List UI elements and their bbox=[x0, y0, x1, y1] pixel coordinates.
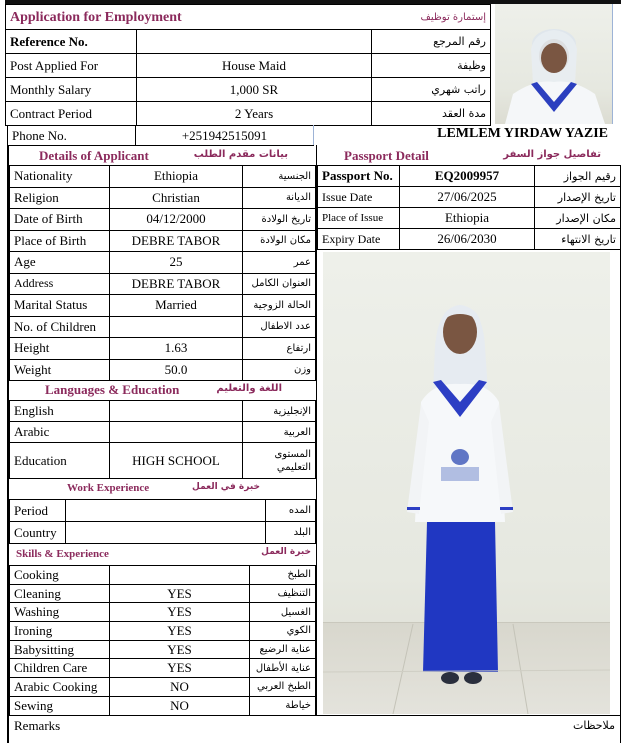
label-en: Issue Date bbox=[318, 187, 400, 208]
value: 04/12/2000 bbox=[110, 209, 243, 231]
details-title-en: Details of Applicant bbox=[39, 148, 149, 163]
value: YES bbox=[110, 622, 250, 641]
work-title-en: Work Experience bbox=[67, 482, 150, 494]
header-title-cell bbox=[6, 5, 491, 30]
header-title-ar: إستمارة توظيف bbox=[420, 11, 486, 23]
label-ar: الغسيل bbox=[250, 603, 316, 622]
label-en: Cooking bbox=[10, 566, 110, 585]
value-salary: 1,000 SR bbox=[137, 78, 372, 102]
label-en: Address bbox=[10, 273, 110, 295]
value: YES bbox=[110, 640, 250, 659]
label-en: Monthly Salary bbox=[6, 78, 137, 102]
value: NO bbox=[110, 696, 250, 715]
label-en: Marital Status bbox=[10, 295, 110, 317]
label-ar: التنظيف bbox=[250, 584, 316, 603]
value bbox=[110, 566, 250, 585]
passport-row bbox=[318, 187, 621, 208]
label-en: Passport No. bbox=[318, 166, 400, 187]
label-en: No. of Children bbox=[10, 316, 110, 338]
languages-table bbox=[9, 400, 316, 479]
label-en: Place of Issue bbox=[318, 208, 400, 229]
passport-title-row bbox=[318, 146, 621, 166]
label-en: Expiry Date bbox=[318, 229, 400, 250]
detail-row bbox=[10, 187, 316, 209]
label-en: Children Care bbox=[10, 659, 110, 678]
label-en: Washing bbox=[10, 603, 110, 622]
value: DEBRE TABOR bbox=[110, 230, 243, 252]
language-row bbox=[10, 443, 316, 479]
skill-row bbox=[10, 678, 316, 697]
detail-row bbox=[10, 230, 316, 252]
label-en: Period bbox=[10, 500, 66, 522]
detail-row bbox=[10, 209, 316, 231]
value bbox=[110, 316, 243, 338]
value bbox=[66, 500, 266, 522]
label-en: English bbox=[10, 401, 110, 422]
label-en: Religion bbox=[10, 187, 110, 209]
skill-row bbox=[10, 696, 316, 715]
detail-row bbox=[10, 295, 316, 317]
detail-row bbox=[10, 359, 316, 381]
languages-title-en: Languages & Education bbox=[45, 382, 180, 397]
label-en: Date of Birth bbox=[10, 209, 110, 231]
detail-row bbox=[10, 273, 316, 295]
label-ar: تاريخ الانتهاء bbox=[535, 229, 621, 250]
label-en: Babysitting bbox=[10, 640, 110, 659]
passport-row bbox=[318, 229, 621, 250]
value bbox=[66, 522, 266, 544]
language-row bbox=[10, 422, 316, 443]
full-body-figure-icon bbox=[323, 252, 610, 714]
work-title-ar: خبرة في العمل bbox=[192, 482, 260, 492]
value: Ethiopia bbox=[110, 166, 243, 188]
label-ar: مكان الإصدار bbox=[535, 208, 621, 229]
applicant-name: LEMLEM YIRDAW YAZIE bbox=[437, 126, 608, 141]
value-reference bbox=[137, 30, 372, 54]
language-row bbox=[10, 401, 316, 422]
skill-row bbox=[10, 603, 316, 622]
label-ar: المده bbox=[266, 500, 316, 522]
label-ar: العنوان الكامل bbox=[243, 273, 316, 295]
label-en: Post Applied For bbox=[6, 54, 137, 78]
label-ar: عناية الأطفال bbox=[250, 659, 316, 678]
remarks-top-line bbox=[7, 715, 621, 716]
label-ar: الجنسية bbox=[243, 166, 316, 188]
value: Christian bbox=[110, 187, 243, 209]
label-ar: الديانة bbox=[243, 187, 316, 209]
label-ar: عناية الرضيع bbox=[250, 640, 316, 659]
value: NO bbox=[110, 678, 250, 697]
remarks-label-ar: ملاحظات bbox=[573, 719, 615, 732]
detail-row bbox=[10, 252, 316, 274]
label-ar: الإنجليزية bbox=[243, 401, 316, 422]
label-ar: عمر bbox=[243, 252, 316, 274]
label-ar: الطبخ العربي bbox=[250, 678, 316, 697]
value bbox=[110, 422, 243, 443]
label-ar: تاريخ الإصدار bbox=[535, 187, 621, 208]
label-en: Height bbox=[10, 338, 110, 360]
label-en: Nationality bbox=[10, 166, 110, 188]
value: YES bbox=[110, 603, 250, 622]
label-ar: رقيم الجواز bbox=[535, 166, 621, 187]
phone-value: +251942515091 bbox=[136, 126, 314, 146]
remarks-right-line bbox=[620, 715, 621, 743]
label-ar: عدد الاطفال bbox=[243, 316, 316, 338]
label-ar: العربية bbox=[243, 422, 316, 443]
work-title-row bbox=[9, 479, 316, 499]
value: HIGH SCHOOL bbox=[110, 443, 243, 479]
label-ar: الحالة الزوجية bbox=[243, 295, 316, 317]
label-en: Education bbox=[10, 443, 110, 479]
value: YES bbox=[110, 584, 250, 603]
value: 1.63 bbox=[110, 338, 243, 360]
value-expiry-date: 26/06/2030 bbox=[400, 229, 535, 250]
label-ar: وزن bbox=[243, 359, 316, 381]
work-table bbox=[9, 499, 316, 544]
label-ar: الطبخ bbox=[250, 566, 316, 585]
label-en: Country bbox=[10, 522, 66, 544]
label-en: Age bbox=[10, 252, 110, 274]
detail-row bbox=[10, 166, 316, 188]
label-en: Arabic Cooking bbox=[10, 678, 110, 697]
value-contract: 2 Years bbox=[137, 102, 372, 126]
row-reference bbox=[6, 30, 491, 54]
label-ar: راتب شهري bbox=[372, 78, 491, 102]
label-en: Place of Birth bbox=[10, 230, 110, 252]
work-row bbox=[10, 500, 316, 522]
value-passport-no: EQ2009957 bbox=[400, 166, 535, 187]
full-body-photo bbox=[323, 252, 610, 714]
right-frame-line bbox=[620, 250, 621, 715]
skill-row bbox=[10, 584, 316, 603]
skill-row bbox=[10, 566, 316, 585]
skills-title-ar: خبرة العمل bbox=[261, 547, 311, 557]
value-post: House Maid bbox=[137, 54, 372, 78]
value: Married bbox=[110, 295, 243, 317]
label-ar: ارتفاع bbox=[243, 338, 316, 360]
label-ar: البلد bbox=[266, 522, 316, 544]
remarks-label-en: Remarks bbox=[14, 718, 61, 733]
value bbox=[110, 401, 243, 422]
skill-row bbox=[10, 622, 316, 641]
detail-row bbox=[10, 338, 316, 360]
work-row bbox=[10, 522, 316, 544]
value: YES bbox=[110, 659, 250, 678]
languages-title-row bbox=[9, 380, 316, 400]
details-title-ar: بيانات مقدم الطلب bbox=[193, 149, 288, 160]
skill-row bbox=[10, 640, 316, 659]
phone-label: Phone No. bbox=[8, 126, 136, 146]
label-en: Weight bbox=[10, 359, 110, 381]
remarks-left-line bbox=[7, 715, 9, 743]
label-ar: مدة العقد bbox=[372, 102, 491, 126]
label-ar: تاريخ الولادة bbox=[243, 209, 316, 231]
label-ar: رقم المرجع bbox=[372, 30, 491, 54]
header-title-en: Application for Employment bbox=[10, 9, 182, 25]
value: 25 bbox=[110, 252, 243, 274]
passport-row bbox=[318, 208, 621, 229]
label-ar: الكوي bbox=[250, 622, 316, 641]
label-ar: مكان الولادة bbox=[243, 230, 316, 252]
passport-title-en: Passport Detail bbox=[344, 148, 429, 163]
languages-title-ar: اللغة والتعليم bbox=[216, 383, 282, 394]
row-post bbox=[6, 54, 491, 78]
label-ar: وظيفة bbox=[372, 54, 491, 78]
passport-row bbox=[318, 166, 621, 187]
phone-table bbox=[7, 125, 314, 146]
label-en: Contract Period bbox=[6, 102, 137, 126]
value: 50.0 bbox=[110, 359, 243, 381]
label-en: Arabic bbox=[10, 422, 110, 443]
label-en: Ironing bbox=[10, 622, 110, 641]
passport-table bbox=[317, 165, 621, 250]
row-salary bbox=[6, 78, 491, 102]
detail-row bbox=[10, 316, 316, 338]
label-ar: خياطة bbox=[250, 696, 316, 715]
skills-title-row bbox=[9, 544, 316, 565]
skill-row bbox=[10, 659, 316, 678]
label-en: Sewing bbox=[10, 696, 110, 715]
portrait-figure-icon bbox=[495, 4, 613, 124]
value-place-of-issue: Ethiopia bbox=[400, 208, 535, 229]
label-en: Reference No. bbox=[6, 30, 137, 54]
portrait-photo bbox=[495, 4, 613, 124]
value-issue-date: 27/06/2025 bbox=[400, 187, 535, 208]
value: DEBRE TABOR bbox=[110, 273, 243, 295]
label-en: Cleaning bbox=[10, 584, 110, 603]
skills-title-en: Skills & Experience bbox=[16, 548, 109, 560]
skills-table bbox=[9, 565, 316, 716]
label-ar: المستوى التعليمي bbox=[243, 443, 316, 479]
details-title-row bbox=[9, 146, 316, 166]
passport-title-ar: تفاصيل جواز السفر bbox=[503, 149, 601, 160]
row-contract bbox=[6, 102, 491, 126]
details-table bbox=[9, 165, 316, 381]
header-table bbox=[5, 4, 491, 126]
